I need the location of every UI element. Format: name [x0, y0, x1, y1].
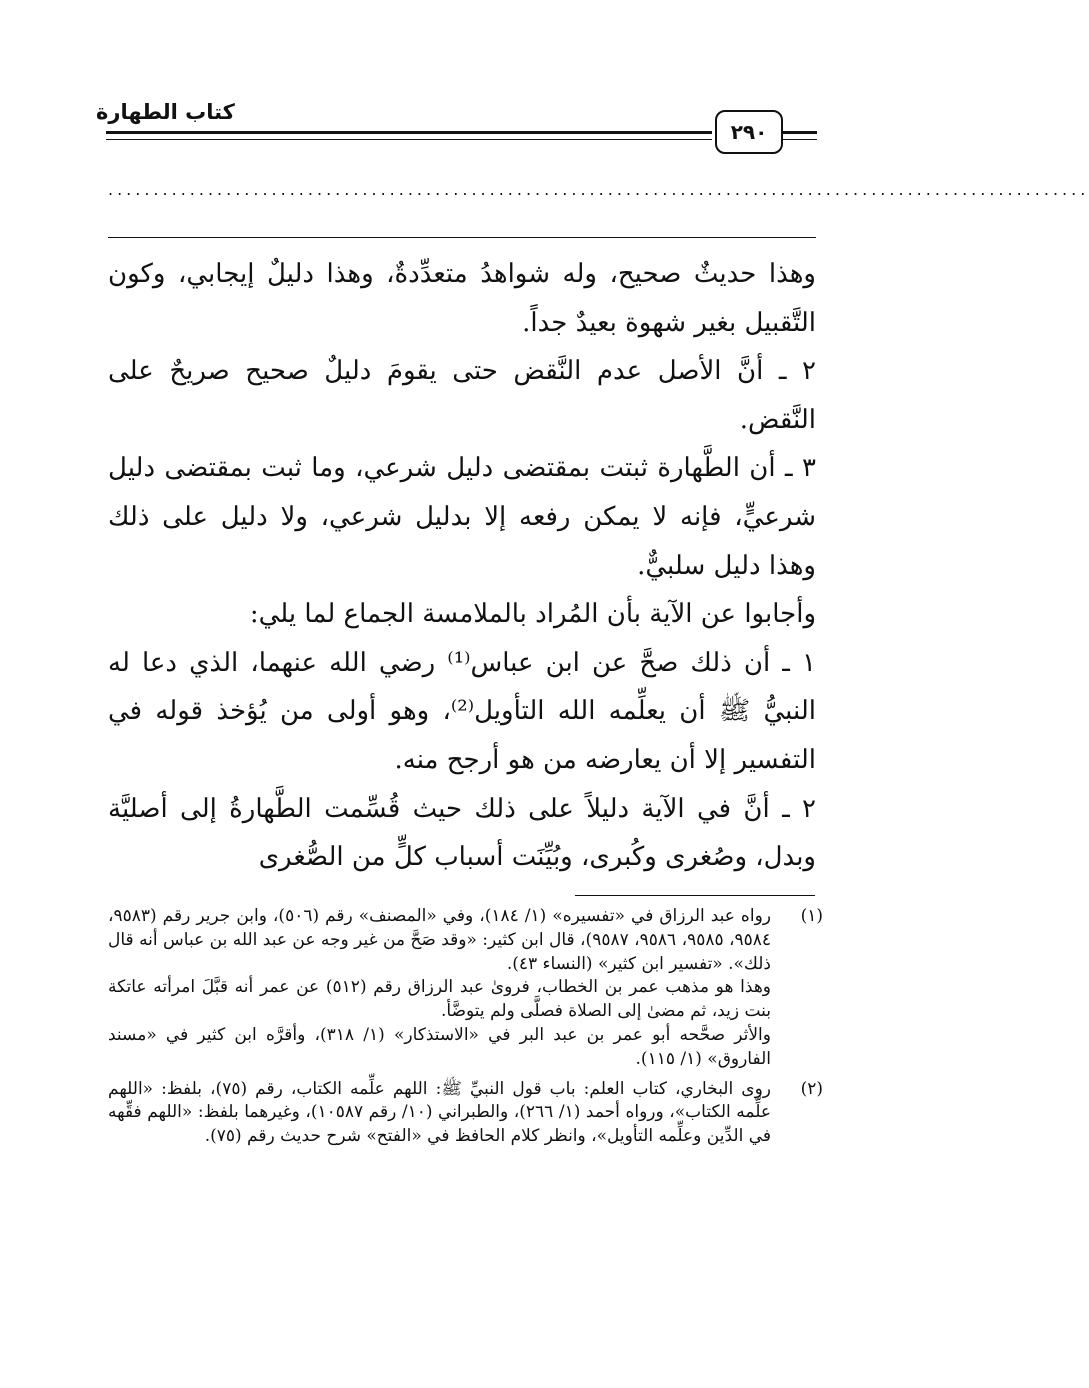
header-rule-thin [106, 139, 712, 140]
footnote-paragraph: رواه عبد الرزاق في «تفسيره» (١/ ١٨٤)، وفي «المصنف» رقم (٥٠٦)، وابن جرير رقم (٩٥٨٣، ٩٥٨٤، ٩٥٨٥، ٩٥٨٦، ٩٥٨٧)، قال ابن كثير: «وقد صَحَّ من غير وجه عن عبد الله بن عباس أنه قال ذلك». «تفسير ابن كثير» (النساء ٤٣). [108, 906, 772, 974]
header-rule-thick [106, 131, 712, 134]
paragraph: ١ ـ أن ذلك صحَّ عن ابن عباس⁽¹⁾ رضي الله عنهما، الذي دعا له النبيُّ ﷺ أن يعلِّمه الله التأويل⁽²⁾، وهو أولى من يُؤخذ قوله في التفسير إلا أن يعارضه من هو أرجح منه. [108, 647, 816, 775]
footnotes [108, 905, 823, 1155]
header-rule-thick-right [781, 131, 817, 134]
paragraph: ٢ ـ أنَّ الأصل عدم النَّقض حتى يقومَ دليلٌ صحيح صريحٌ على النَّقض. [108, 356, 816, 435]
paragraph: ٣ ـ أن الطَّهارة ثبتت بمقتضى دليل شرعي، وما ثبت بمقتضى دليل شرعيٍّ، فإنه لا يمكن رفعه إلا بدليل شرعي، ولا دليل على ذلك وهذا دليل سلبيٌّ. [108, 453, 816, 581]
chapter-title: كتاب الطهارة [96, 100, 235, 124]
footnote-number: (٢) [800, 1078, 823, 1099]
main-text [108, 250, 816, 882]
footnote-rule [575, 895, 815, 896]
footnote-2 [108, 1078, 823, 1149]
header-rule-thin-right [781, 139, 817, 140]
paragraph: وهذا حديثٌ صحيح، وله شواهدُ متعدِّدةٌ، وهذا دليلٌ إيجابي، وكون التَّقبيل بغير شهوة بعيدٌ جداً. [108, 259, 816, 338]
dotted-separator: ............................................................................................................ [108, 180, 1089, 199]
page-number: ٢٩٠ [715, 110, 783, 154]
footnote-1 [108, 905, 823, 1072]
footnote-paragraph: روى البخاري، كتاب العلم: باب قول النبيِّ ﷺ: اللهم علِّمه الكتاب، رقم (٧٥)، بلفظ: «اللهم علِّمه الكتاب»، ورواه أحمد (١/ ٢٦٦)، والطبراني (١٠/ رقم ١٠٥٨٧)، وغيرهما بلفظ: «اللهم فقِّهه في الدِّين وعلِّمه التأويل»، وانظر كلام الحافظ في «الفتح» شرح حديث رقم (٧٥). [108, 1078, 771, 1147]
footnote-text [108, 905, 771, 1072]
section-rule [108, 237, 816, 238]
footnote-paragraph: والأثر صحَّحه أبو عمر بن عبد البر في «الاستذكار» (١/ ٣١٨)، وأقرَّه ابن كثير في «مسند الفاروق» (١/ ١١٥). [108, 1024, 771, 1069]
footnote-paragraph: وهذا هو مذهب عمر بن الخطاب، فروىٰ عبد الرزاق رقم (٥١٢) عن عمر أنه قبَّلَ امرأته عاتكة بنت زيد، ثم مضىٰ إلى الصلاة فصلَّى ولم يتوضَّأ. [108, 977, 771, 1022]
footnote-text [108, 1078, 771, 1149]
footnote-number: (١) [800, 906, 823, 926]
paragraph: وأجابوا عن الآية بأن المُراد بالملامسة الجماع لما يلي: [249, 599, 816, 630]
paragraph: ٢ ـ أنَّ في الآية دليلاً على ذلك حيث قُسِّمت الطَّهارةُ إلى أصليَّة وبدل، وصُغرى وكُبرى، وبُيِّنَت أسباب كلٍّ من الصُّغرى [108, 793, 816, 873]
